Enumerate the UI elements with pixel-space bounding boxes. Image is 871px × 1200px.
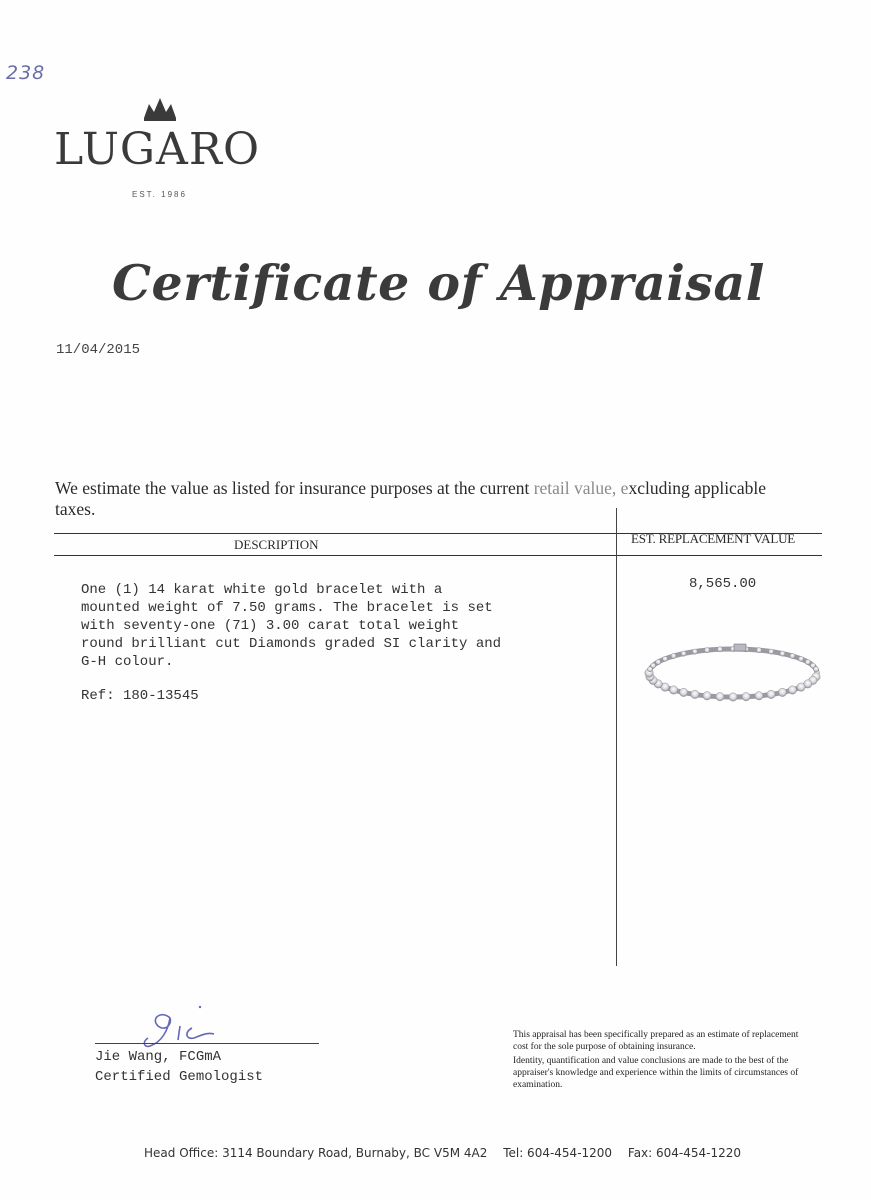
bracelet-stone <box>813 667 818 672</box>
page-title: Certificate of Appraisal <box>112 254 765 312</box>
disclaimer-limits: Identity, quantification and value conclusions are made to the best of the appraiser's knowledge and experience within the limits of circumstances of examination. <box>513 1056 799 1090</box>
replacement-value: 8,565.00 <box>689 576 757 592</box>
bracelet-stone <box>651 663 656 668</box>
bracelet-stone <box>756 648 761 653</box>
table-header-rule <box>54 555 822 556</box>
bracelet-stone <box>691 690 699 698</box>
bracelet-stone <box>780 651 785 656</box>
bracelet-stone <box>703 692 711 700</box>
disclaimer-purpose: This appraisal has been specifically prepared as an estimate of replacement cost for the sole purpose of obtaining insurance. <box>513 1030 799 1052</box>
bracelet-stone <box>742 693 750 701</box>
bracelet-stone <box>681 651 686 656</box>
bracelet-stone <box>679 688 687 696</box>
bracelet-stone <box>778 688 786 696</box>
bracelet-stone <box>790 653 795 658</box>
bracelet-stone <box>729 693 737 701</box>
appraiser-name: Jie Wang, FCGmA <box>95 1049 222 1065</box>
appraiser-title: Certified Gemologist <box>95 1069 264 1085</box>
bracelet-stone <box>716 693 724 701</box>
disclaimer <box>513 1029 813 1093</box>
bracelet-stone <box>755 692 763 700</box>
footer-tel: Tel: 604-454-1200 <box>503 1146 613 1160</box>
brand-logo: LUGARO <box>54 124 261 175</box>
bracelet-stone <box>656 660 661 665</box>
bracelet-stone <box>669 686 677 694</box>
bracelet-stone <box>671 653 676 658</box>
bracelet-stone <box>798 656 803 661</box>
bracelet-stone <box>692 649 697 654</box>
column-header-value: EST. REPLACEMENT VALUE <box>631 531 796 546</box>
bracelet-stone <box>717 647 722 652</box>
footer-fax: Fax: 604-454-1220 <box>627 1146 742 1160</box>
crown-icon <box>140 96 180 122</box>
bracelet-stone <box>767 690 775 698</box>
appraiser-signature-block <box>95 1047 263 1087</box>
bracelet-stone <box>788 686 796 694</box>
bracelet-stone <box>805 660 810 665</box>
brand-established: EST. 1986 <box>132 190 187 199</box>
signature-line <box>95 1043 319 1044</box>
bracelet-stone <box>797 683 805 691</box>
item-reference: Ref: 180-13545 <box>81 688 199 704</box>
item-description: One (1) 14 karat white gold bracelet with a mounted weight of 7.50 grams. The bracelet is set with seventy-one (71) 3.00 carat total weight round brilliant cut Diamonds graded SI clarity and G-H colour. <box>81 582 502 670</box>
bracelet-stone <box>662 656 667 661</box>
intro-text-2: xcluding applicable taxes. <box>55 478 766 519</box>
bracelet-stone <box>769 649 774 654</box>
table-column-divider <box>616 508 617 966</box>
intro-statement <box>55 478 775 520</box>
footer-address: Head Office: 3114 Boundary Road, Burnaby, BC V5M 4A2 <box>144 1146 488 1160</box>
intro-text-1: We estimate the value as listed for insurance purposes at the current <box>55 478 534 498</box>
appraisal-date: 11/04/2015 <box>56 342 141 358</box>
bracelet-image <box>644 640 822 706</box>
column-header-description: DESCRIPTION <box>234 537 319 552</box>
handwritten-note: 238 <box>6 62 46 84</box>
bracelet-stone <box>704 648 709 653</box>
intro-text-faded: retail value, e <box>533 478 629 498</box>
footer-contact <box>144 1146 753 1160</box>
